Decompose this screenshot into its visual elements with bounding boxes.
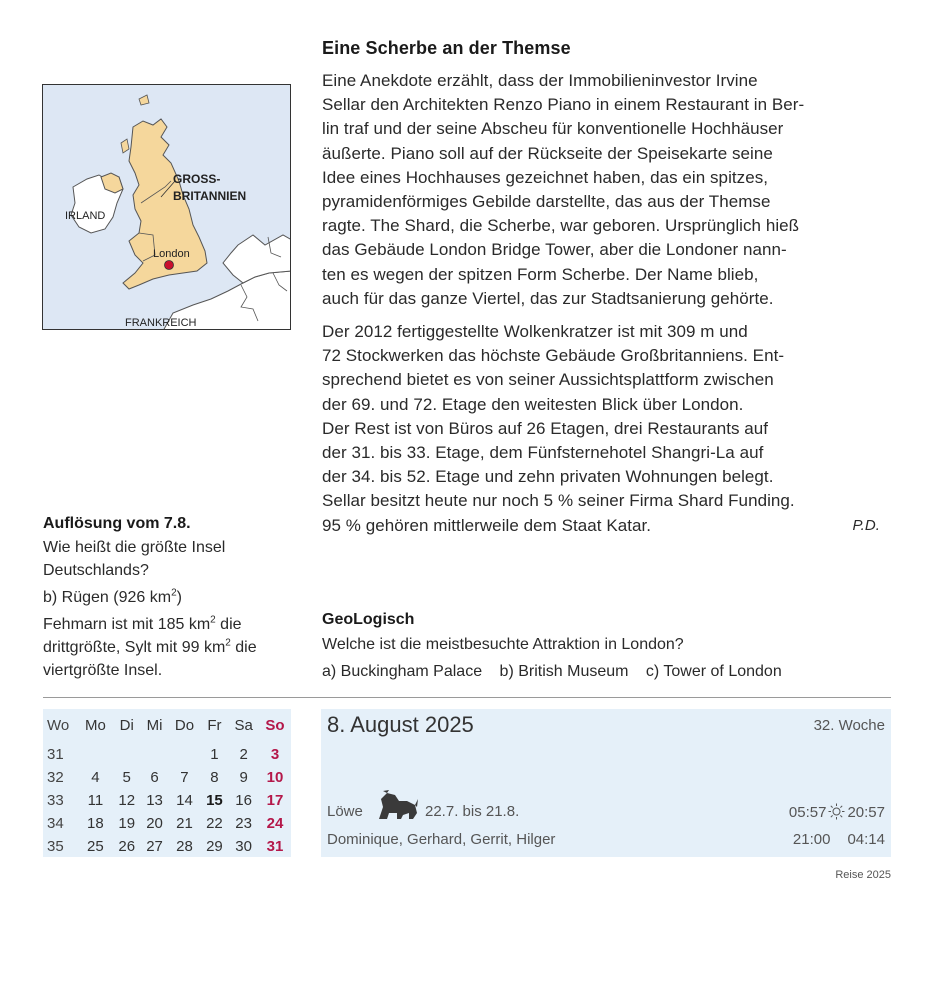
superscript: 2 (171, 587, 177, 599)
calendar-day: 18 (87, 815, 104, 832)
text-line: Sellar den Architekten Renzo Piano in einem Restaurant in Ber- (322, 95, 805, 115)
moonset-time: 04:14 (847, 831, 885, 848)
calendar-day: 2 (239, 746, 248, 763)
lion-icon (373, 789, 419, 825)
calendar-day: 14 (176, 792, 193, 809)
calendar-day (78, 743, 113, 766)
calendar-day: 4 (91, 769, 100, 786)
map-label-london: London (153, 248, 190, 260)
calendar-day: 1 (210, 746, 219, 763)
header-week: Wo (47, 717, 70, 734)
calendar-day: 22 (206, 815, 223, 832)
calendar-week-row (43, 743, 291, 766)
calendar-sunday: 3 (270, 746, 280, 763)
header-fr: Fr (207, 717, 222, 734)
week-number: 32 (47, 769, 64, 786)
header-di: Di (119, 717, 134, 734)
geo-question: Welche ist die meistbesuchte Attraktion in London? (322, 636, 684, 653)
calendar-week-row (43, 835, 291, 858)
solution-question: Wie heißt die größte Insel Deutschlands? (43, 539, 226, 579)
calendar-day-highlight: 15 (206, 792, 223, 809)
text-line: ragte. The Shard, die Scherbe, war geboren. Ursprünglich hieß (322, 216, 800, 236)
week-number-label: 32. Woche (813, 717, 885, 734)
map-label-britain-1: GROSS- (173, 172, 221, 186)
text-line: äußerte. Piano soll auf der Rückseite der Speisekarte seine (322, 143, 773, 163)
calendar-day: 28 (176, 838, 193, 855)
calendar-day: 11 (87, 792, 104, 809)
header-mo: Mo (84, 717, 106, 734)
calendar-header-row (43, 714, 291, 737)
footer-label: Reise 2025 (835, 869, 891, 881)
text-line: Der Rest ist von Büros auf 26 Etagen, drei Restaurants auf (322, 418, 769, 438)
calendar-day: 7 (180, 769, 189, 786)
geo-answers (322, 660, 892, 683)
article-title: Eine Scherbe an der Themse (322, 38, 571, 58)
calendar-week-row (43, 766, 291, 789)
calendar-sunday: 10 (266, 769, 284, 786)
header-sa: Sa (234, 717, 253, 734)
solution-answer (43, 586, 293, 609)
note-text-a: Fehmarn ist mit 185 km (43, 616, 211, 633)
calendar-day: 5 (122, 769, 131, 786)
text-line: 72 Stockwerken das höchste Gebäude Großbritanniens. Ent- (322, 346, 785, 366)
week-number: 34 (47, 815, 64, 832)
text-line: lin traf und der seine Abscheu für konventionelle Hochhäuser (322, 119, 784, 139)
calendar-day: 20 (146, 815, 163, 832)
sunset-time: 20:57 (847, 804, 885, 821)
calendar-day: 9 (239, 769, 248, 786)
solution-note (43, 613, 293, 682)
divider (43, 697, 891, 698)
note-text-b: die drittgrößte, Sylt mit 99 km (43, 616, 242, 656)
calendar-day: 8 (210, 769, 219, 786)
text-line: der 34. bis 52. Etage und zehn privaten Wohnungen belegt. (322, 467, 774, 487)
calendar-sunday: 31 (266, 838, 284, 855)
text-line: der 31. bis 33. Etage, dem Fünfsternehotel Shangri-La auf (322, 443, 764, 463)
week-number: 31 (47, 746, 64, 763)
geo-answer-b: b) British Museum (499, 663, 629, 680)
text-line: auch für das ganze Viertel, das zur Stadtsanierung gehörte. (322, 288, 774, 308)
answer-close: ) (176, 589, 182, 606)
map-graphic (43, 85, 291, 330)
sun-icon (828, 803, 845, 820)
header-mi: Mi (146, 717, 163, 734)
article (322, 38, 892, 538)
calendar-sunday: 24 (266, 815, 284, 832)
map-britain (42, 84, 291, 330)
calendar-day (168, 743, 200, 766)
moon-icon (832, 831, 845, 847)
calendar-day (141, 743, 169, 766)
superscript: 2 (210, 614, 216, 626)
note-text-c: die viertgrößte Insel. (43, 639, 257, 679)
author-signature: P.D. (852, 516, 880, 534)
header-so: So (265, 717, 285, 734)
zodiac-range: 22.7. bis 21.8. (425, 803, 520, 820)
calendar-day: 6 (150, 769, 159, 786)
answer-text: b) Rügen (926 km (43, 589, 172, 606)
solution-box (43, 515, 293, 682)
text-line: pyramidenförmiges Gebilde darstellte, das aus der Themse (322, 192, 771, 212)
calendar-day: 19 (118, 815, 136, 832)
geo-title: GeoLogisch (322, 611, 415, 628)
calendar-table (43, 714, 291, 858)
moon-times (793, 831, 885, 848)
calendar-day: 12 (118, 792, 136, 809)
map-label-france: FRANKREICH (125, 317, 197, 329)
text-line: Der 2012 fertiggestellte Wolkenkratzer ist mit 309 m und (322, 322, 748, 342)
week-number: 33 (47, 792, 64, 809)
text-line: Sellar besitzt heute nur noch 5 % seiner Firma Shard Funding. (322, 491, 795, 511)
text-line-content: 95 % gehören mittlerweile dem Staat Katar. (322, 515, 652, 535)
text-line: sprechend bietet es von seiner Aussichtsplattform zwischen (322, 370, 774, 390)
name-days: Dominique, Gerhard, Gerrit, Hilger (327, 831, 556, 848)
day-date: 8. August 2025 (327, 712, 474, 737)
calendar-day: 21 (176, 815, 193, 832)
week-number: 35 (47, 838, 64, 855)
calendar-week-row (43, 789, 291, 812)
geo-answer-c: c) Tower of London (645, 663, 782, 680)
text-line: das Gebäude London Bridge Tower, aber die Londoner nann- (322, 240, 787, 260)
moonrise-time: 21:00 (792, 831, 831, 848)
article-paragraph-2 (322, 320, 892, 538)
text-line (322, 516, 651, 535)
map-label-britain-2: BRITANNIEN (173, 189, 247, 203)
london-marker-icon (165, 261, 174, 270)
zodiac-name: Löwe (327, 803, 363, 820)
text-line: der 69. und 72. Etage den weitesten Blick über London. (322, 394, 744, 414)
calendar-week-row (43, 812, 291, 835)
sunrise-time: 05:57 (788, 804, 827, 821)
article-paragraph-1 (322, 69, 892, 311)
calendar-day: 29 (206, 838, 223, 855)
day-info-box (321, 709, 891, 857)
calendar-day: 16 (235, 792, 252, 809)
geo-quiz (322, 611, 892, 683)
calendar-day (113, 743, 141, 766)
month-calendar (43, 709, 291, 857)
calendar-day: 27 (146, 838, 163, 855)
superscript: 2 (225, 637, 231, 649)
calendar-day: 13 (146, 792, 163, 809)
sun-times (789, 803, 885, 821)
calendar-day: 30 (235, 838, 252, 855)
solution-title: Auflösung vom 7.8. (43, 515, 191, 532)
calendar-day: 25 (87, 838, 104, 855)
calendar-day: 23 (235, 815, 252, 832)
geo-answer-a: a) Buckingham Palace (322, 663, 483, 680)
text-line: Idee eines Hochhauses gezeichnet haben, das ein spitzes, (322, 167, 769, 187)
header-do: Do (174, 717, 195, 734)
text-line: ten es wegen der spitzen Form Scherbe. Der Name blieb, (322, 264, 759, 284)
calendar-sunday: 17 (266, 792, 284, 809)
calendar-day: 26 (118, 838, 136, 855)
map-label-ireland: IRLAND (65, 210, 106, 222)
text-line: Eine Anekdote erzählt, dass der Immobilieninvestor Irvine (322, 71, 758, 90)
